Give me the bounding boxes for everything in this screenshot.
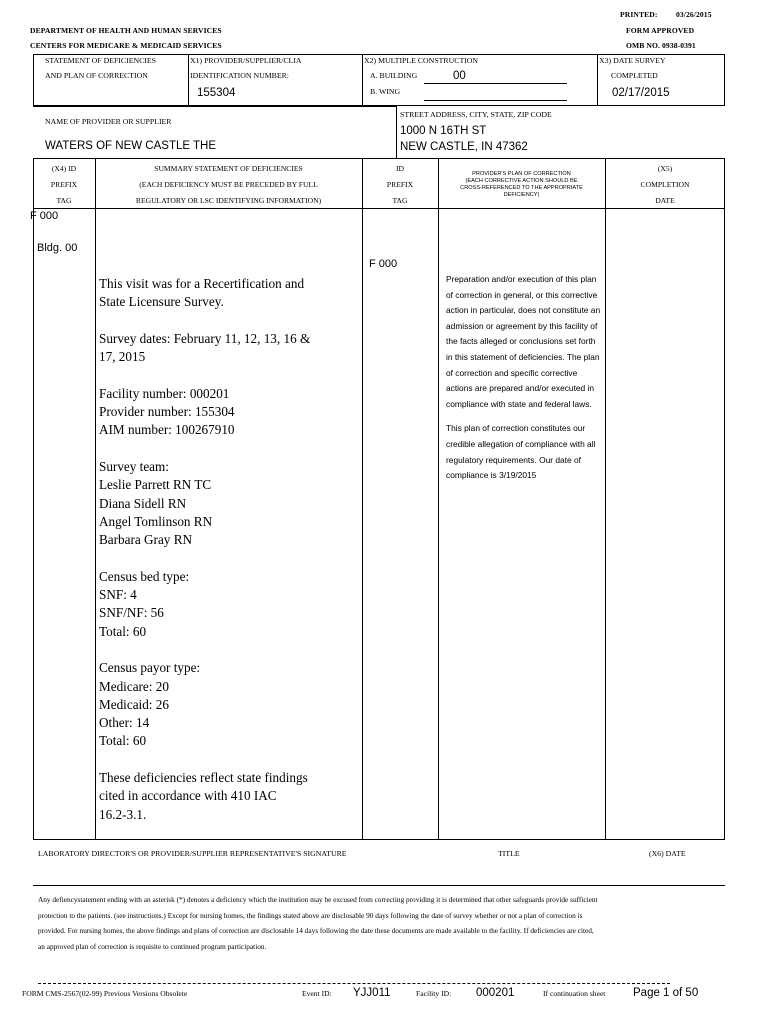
plan-of-correction <box>446 272 602 493</box>
x2-label: X2) MULTIPLE CONSTRUCTION <box>364 56 479 65</box>
building-label: A. BUILDING <box>370 71 418 80</box>
x4-tag-header: TAG <box>56 196 72 205</box>
x1-id-label: IDENTIFICATION NUMBER: <box>190 71 289 80</box>
summary-paragraph: These deficiencies reflect state findings cited in accordance with 410 IAC 16.2-3.1. <box>99 770 308 822</box>
x5-header: (X5) <box>657 164 673 173</box>
x4-prefix-header: PREFIX <box>50 180 78 189</box>
wing-label: B. WING <box>370 87 401 96</box>
statement-label: STATEMENT OF DEFICIENCIES <box>45 56 156 65</box>
completed-label: COMPLETED <box>611 71 658 80</box>
address-label: STREET ADDRESS, CITY, STATE, ZIP CODE <box>400 110 552 119</box>
address-line1: 1000 N 16TH ST <box>400 125 487 137</box>
printed-label: PRINTED: <box>620 10 658 19</box>
survey-date-value: 02/17/2015 <box>612 87 670 99</box>
left-tag: F 000 <box>30 210 59 222</box>
event-id-label: Event ID: <box>302 989 332 998</box>
id-header: ID <box>395 164 404 173</box>
provider-id-value: 155304 <box>197 87 236 99</box>
plan-of-correction-label: AND PLAN OF CORRECTION <box>45 71 148 80</box>
x1-label: X1) PROVIDER/SUPPLIER/CLIA <box>190 56 302 65</box>
centers-title: CENTERS FOR MEDICARE & MEDICAID SERVICES <box>30 41 222 50</box>
x5-date-header: DATE <box>655 196 675 205</box>
department-title: DEPARTMENT OF HEALTH AND HUMAN SERVICES <box>30 26 222 35</box>
title-label: TITLE <box>498 849 520 858</box>
page-number: Page 1 of 50 <box>633 987 699 999</box>
id-tag-header: TAG <box>392 196 408 205</box>
disclosure-footnote: Any defiencystatement ending with an asterisk (*) denotes a deficiency which the institution may be excused from correcting providing it is determined that other safeguards provide sufficient protection to the patients. (see instructions.) Except for nursing homes, the findings stated above are disclosable 90 days following the date of survey whether or not a plan of correction is provided. For nursing homes, the above findings and plans of correction are disclosable 14 days following the date these documents are made available to the facility. If deficiencies are cited, an approved plan of correction is requisite to continued program participation. <box>38 895 598 951</box>
building-tag: Bldg. 00 <box>37 242 78 254</box>
right-tag: F 000 <box>369 258 398 270</box>
summary-subheader: (EACH DEFICIENCY MUST BE PRECEDED BY FULL <box>139 180 318 189</box>
signature-label: LABORATORY DIRECTOR'S OR PROVIDER/SUPPLIER REPRESENTATIVE'S SIGNATURE <box>38 849 347 858</box>
id-prefix-header: PREFIX <box>386 180 414 189</box>
omb-number: OMB NO. 0938-0391 <box>626 41 696 50</box>
summary-paragraph: Survey team: Leslie Parrett RN TC Diana Sidell RN Angel Tomlinson RN Barbara Gray RN <box>99 458 213 548</box>
building-value: 00 <box>453 70 466 82</box>
summary-paragraph: This visit was for a Recertification and State Licensure Survey. <box>99 276 305 310</box>
summary-subheader-2: REGULATORY OR LSC IDENTIFYING INFORMATION) <box>135 196 322 205</box>
form-approved: FORM APPROVED <box>626 26 695 35</box>
summary-paragraph: Survey dates: February 11, 12, 13, 16 & 17, 2015 <box>99 330 311 365</box>
x3-label: X3) DATE SURVEY <box>599 56 666 65</box>
x4-header: (X4) ID <box>51 164 77 173</box>
event-id-value: YJJ011 <box>353 987 391 999</box>
form-number: FORM CMS-2567(02-99) Previous Versions Obsolete <box>22 989 188 998</box>
summary-paragraph: Census payor type: Medicare: 20 Medicaid: 26 Other: 14 Total: 60 <box>99 660 201 749</box>
provider-name: WATERS OF NEW CASTLE THE <box>45 140 217 152</box>
summary-paragraph: Facility number: 000201 Provider number: 155304 AIM number: 100267910 <box>99 385 235 438</box>
facility-id-label: Facility ID: <box>416 989 452 998</box>
summary-header: SUMMARY STATEMENT OF DEFICIENCIES <box>154 164 303 173</box>
address-line2: NEW CASTLE, IN 47362 <box>400 141 528 153</box>
x5-completion-header: COMPLETION <box>640 180 690 189</box>
plan-header: PROVIDER'S PLAN OF CORRECTION (EACH CORRECTIVE ACTION SHOULD BE CROSS-REFERENCED TO THE APPROPRIATE DEFICIENCY) <box>460 171 583 198</box>
plan-paragraph: This plan of correction constitutes our credible allegation of compliance with all regulatory requirements. Our date of compliance is 3/19/2015 <box>446 423 596 481</box>
x6-date-label: (X6) DATE <box>649 849 686 858</box>
continuation-label: If continuation sheet <box>543 989 606 998</box>
plan-paragraph: Preparation and/or execution of this plan of correction in general, or this corrective action in particular, does not constitute an admission or agreement by this facility of the facts alleged or conclusions set forth in this statement of deficiencies. The plan of correction and specific corrective actions are prepared and/or executed in compliance with state and federal laws. <box>446 274 601 409</box>
summary-statement <box>99 275 359 842</box>
facility-id-value: 000201 <box>476 987 515 999</box>
printed-date: 03/26/2015 <box>676 10 712 19</box>
provider-name-label: NAME OF PROVIDER OR SUPPLIER <box>45 117 172 126</box>
summary-paragraph: Census bed type: SNF: 4 SNF/NF: 56 Total: 60 <box>99 568 190 639</box>
